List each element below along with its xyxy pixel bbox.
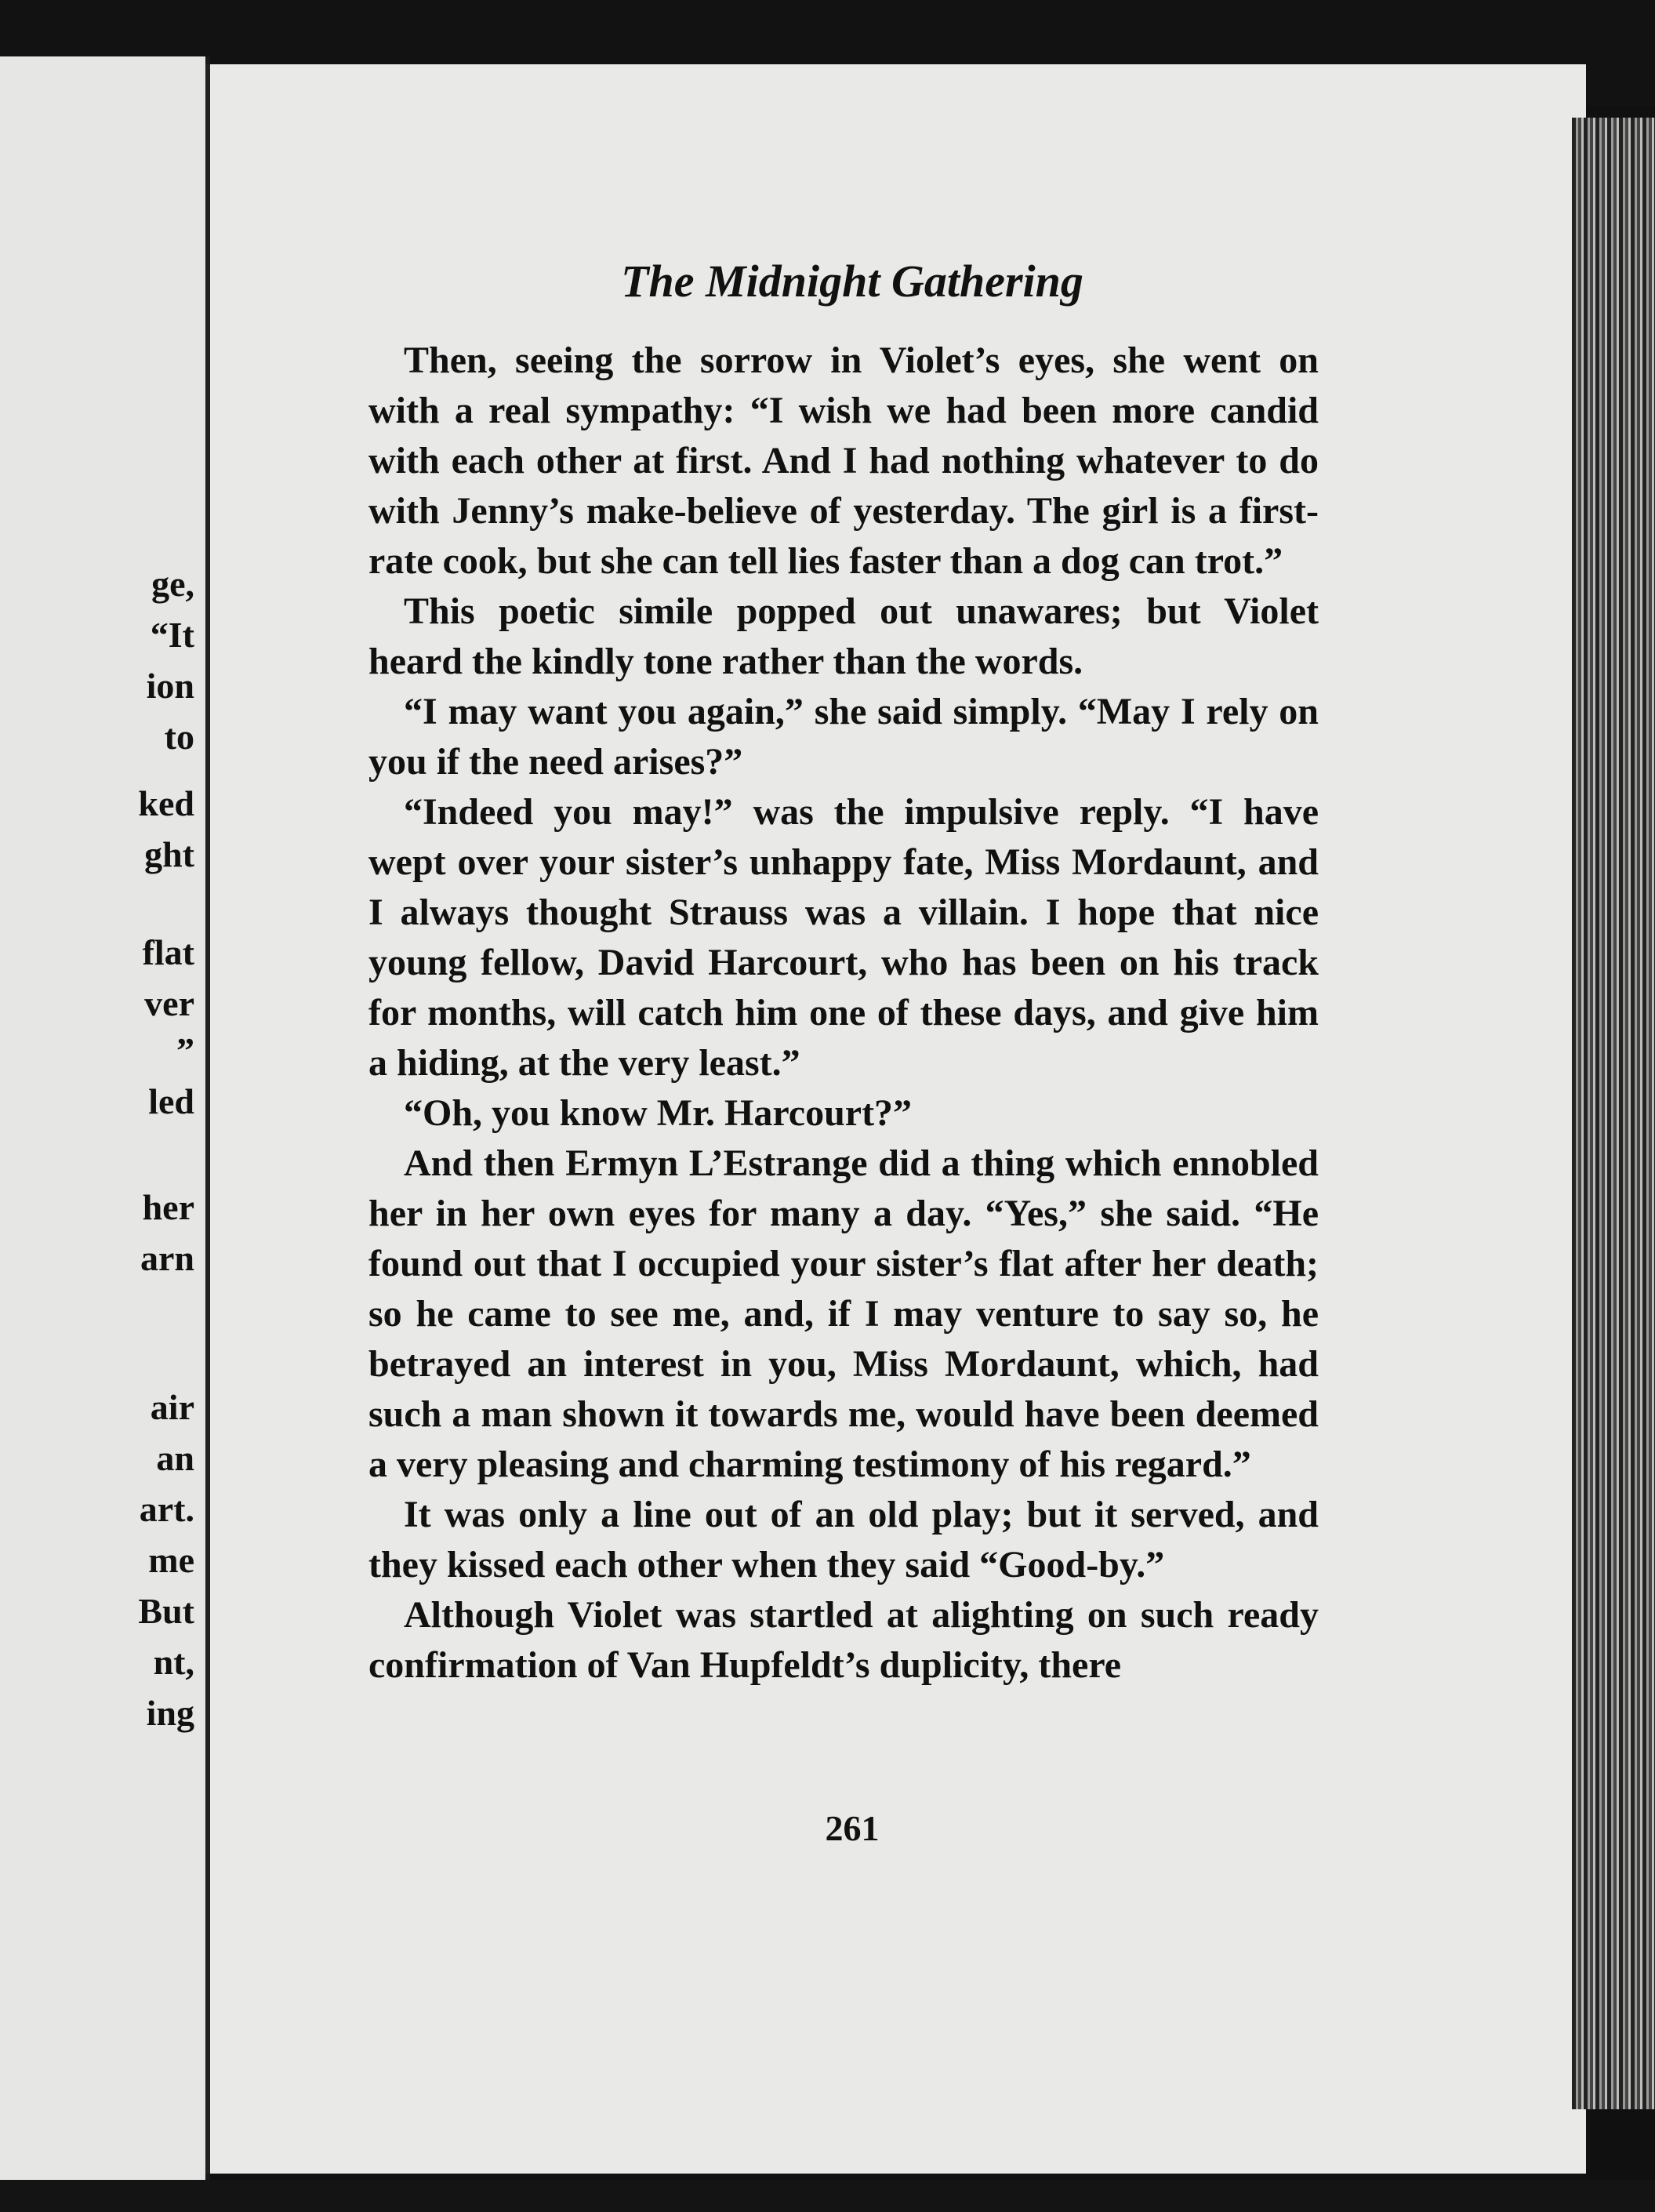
left-page-fragment: me [148,1540,194,1580]
paragraph: “Indeed you may!” was the impulsive reply. “I have wept over your sister’s unhappy fate, Miss Mordaunt, and I always thought Strauss was a villain. I hope that nice young fellow, David Harcourt, who has been on his track for months, will catch him one of these days, and give him a hiding, at the very least.” [368,791,1319,1084]
left-page-fragment: ver [144,983,194,1023]
left-page-fragment: “It [150,615,194,655]
left-page-fragment: art. [139,1489,194,1529]
paragraph: It was only a line out of an old play; but it served, and they kissed each other when they said “Good-by.” [368,1494,1319,1585]
paragraph: “Oh, you know Mr. Harcourt?” [404,1092,913,1134]
left-page-fragment: ing [146,1693,194,1733]
running-head: The Midnight Gathering [621,256,1083,307]
left-page-fragment: ” [176,1030,194,1070]
paragraph: Although Violet was startled at alighting on such ready confirmation of Van Hupfeldt’s duplicity, there [368,1594,1319,1686]
left-page-fragment: ge, [151,564,194,604]
left-page-fragment: her [142,1187,194,1227]
left-page-fragment: ked [138,783,194,823]
left-page-fragment: ght [144,834,194,874]
scan-background-bottom [0,2180,1655,2212]
left-page [0,56,210,2189]
left-page-fragment: But [138,1591,194,1631]
page-number: 261 [825,1808,880,1848]
paragraph: This poetic simile popped out unawares; but Violet heard the kindly tone rather than the words. [368,590,1319,682]
left-page-fragment: nt, [153,1642,194,1682]
left-page-fragment: led [148,1081,194,1121]
left-page-fragment: an [156,1438,194,1478]
paragraph: “I may want you again,” she said simply. “May I rely on you if the need arises?” [368,691,1319,783]
page-edges [1572,118,1655,2109]
left-page-fragment: arn [140,1238,194,1278]
left-page-fragment: flat [142,932,194,972]
paragraph: And then Ermyn L’Estrange did a thing which ennobled her in her own eyes for many a day. “Yes,” she said. “He found out that I occupied your sister’s flat after her death; so he came to see me, and, if I may venture to say so, he betrayed an interest in you, Miss Mordaunt, which, had such a man shown it towards me, would have been deemed a very pleasing and charming testimony of his regard.” [368,1142,1319,1485]
left-page-fragment: to [164,717,194,757]
paragraph: Then, seeing the sorrow in Violet’s eyes, she went on with a real sympathy: “I wish we had been more candid with each other at first. And I had nothing whatever to do with Jenny’s make-believe of yesterday. The girl is a first-rate cook, but she can tell lies faster than a dog can trot.” [368,340,1319,582]
left-page-fragment: ion [146,666,194,706]
left-page-fragment: air [150,1387,194,1427]
body-text [368,336,1319,1691]
